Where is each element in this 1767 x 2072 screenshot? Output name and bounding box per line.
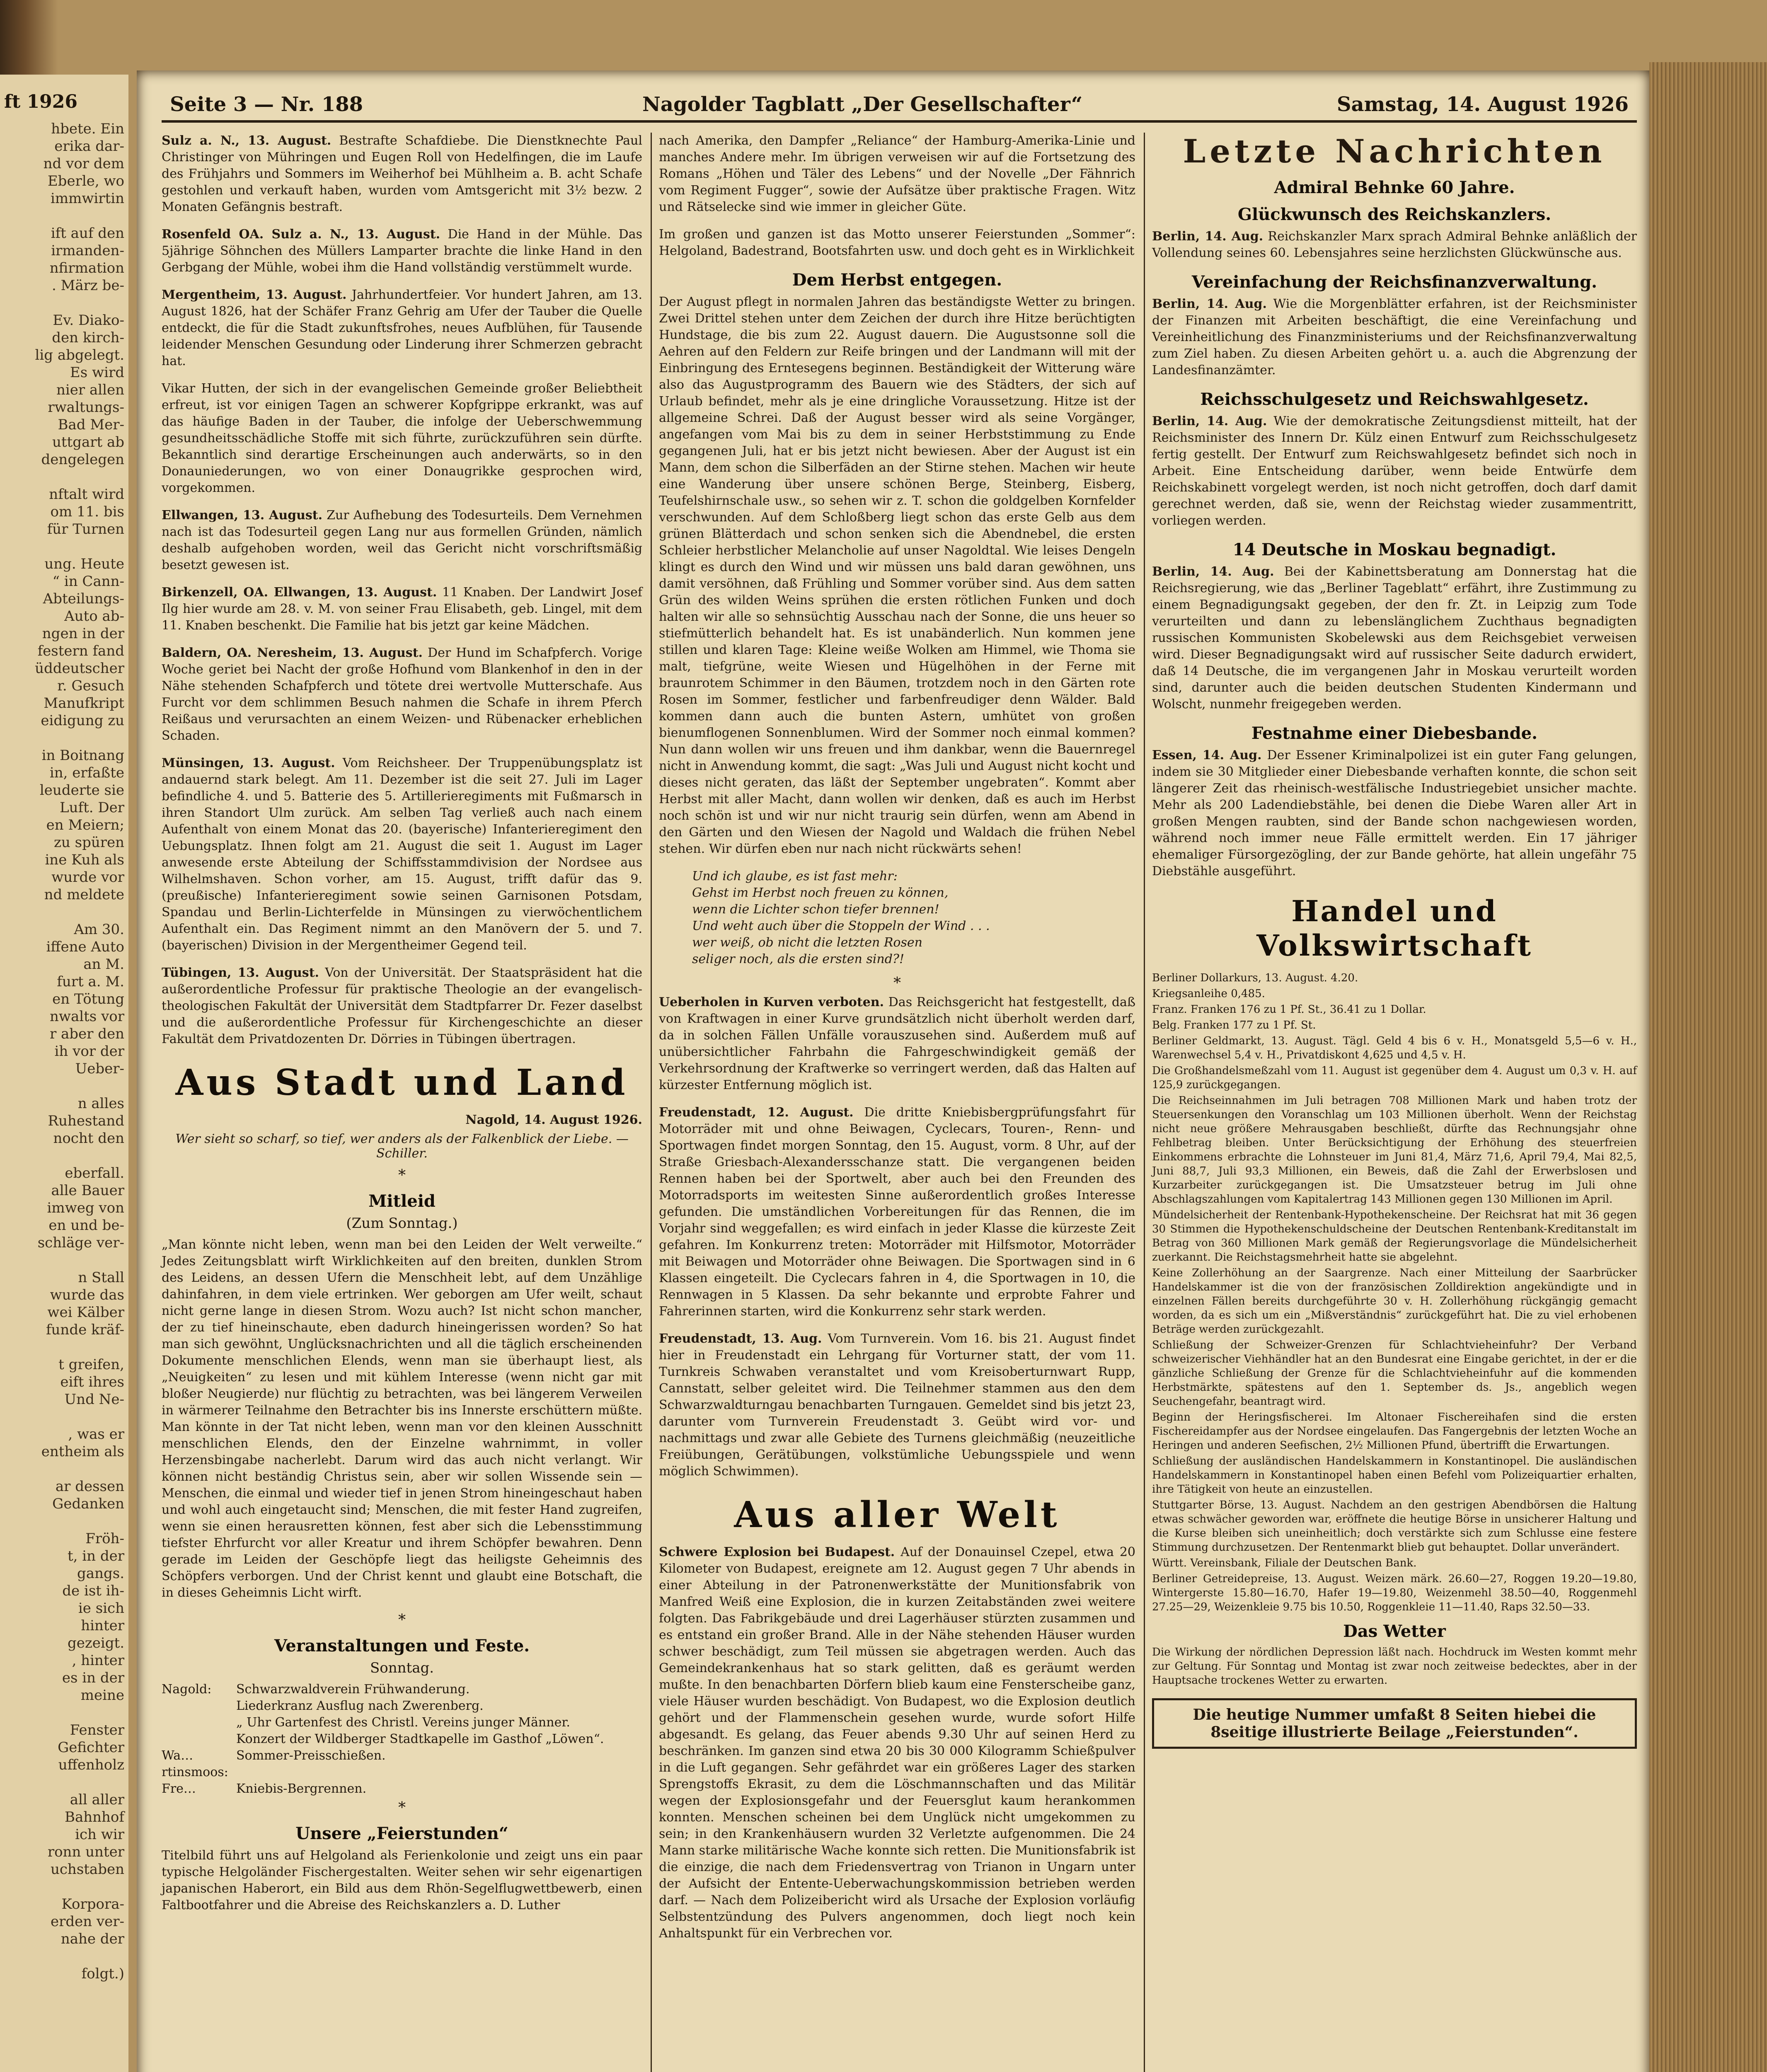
news-text: Reichskanzler Marx sprach Admiral Behnke anläßlich der Vollendung seines 60. Lebensjahres seine herzlichsten Glückwünsche aus. xyxy=(1152,229,1637,260)
article xyxy=(659,1104,1135,1320)
column-rule xyxy=(1144,133,1145,2072)
news-text: Wie der demokratische Zeitungsdienst mitteilt, hat der Reichsminister des Innern Dr. Külz einen Entwurf zum Reichsschulgesetz fertig gestellt. Der Entwurf zum Reichswahlgesetz befindet sich noch in Arbeit. Eine Entscheidung darüber, wenn beide Entwürfe dem Reichskabinett vorgelegt werden, ist noch nicht getroffen, doch darf damit gerechnet werden, daß sie, wenn der Reichstag wieder zusammentritt, vorliegen werden. xyxy=(1152,414,1637,528)
wetter-title: Das Wetter xyxy=(1343,1622,1446,1641)
article-text: Der Hund im Schafpferch. Vorige Woche geriet bei Nacht der große Hofhund vom Blankenhof in den in der Nähe stehenden Schafpferch und tötete drei wertvolle Mutterschafe. Aus Furcht vor dem schlimmen Besuch nahmen die Schafe in ihrem Pferch Reißaus und verursachten an einem Weizen- und Rübenacker erheblichen Schaden. xyxy=(162,646,642,743)
news-headline: Reichsschulgesetz und Reichswahlgesetz. xyxy=(1200,390,1589,409)
explosion-article xyxy=(659,1544,1135,1942)
issue-date: Samstag, 14. August 1926 xyxy=(1336,93,1629,116)
article-dateline: Freudenstadt, 12. August. xyxy=(659,1105,854,1120)
wetter-text: Die Wirkung der nördlichen Depression läßt nach. Hochdruck im Westen kommt mehr zur Geltung. Für Sonntag und Montag ist zwar noch zeitweise bedecktes, aber in der Hauptsache trockenes Wetter zu erwarten. xyxy=(1152,1646,1637,1687)
event-place xyxy=(162,1731,236,1748)
article xyxy=(162,755,642,954)
news-headline: Festnahme einer Diebesbande. xyxy=(1251,724,1538,743)
separator-star: * xyxy=(893,975,901,992)
herbst-poem: Und ich glaube, es ist fast mehr: Gehst im Herbst noch freuen zu können, wenn die Lichter schon tiefer brennen! Und weht auch über die Stoppeln der Wind . . . wer weiß, ob nicht die letzten Rosen seliger noch, als die ersten sind?! xyxy=(692,869,990,966)
market-item: Württ. Vereinsbank, Filiale der Deutschen Bank. xyxy=(1152,1557,1417,1569)
article-dateline: Baldern, OA. Neresheim, 13. August. xyxy=(162,646,423,660)
event-place xyxy=(162,1714,236,1731)
section-title-stadt-und-land: Aus Stadt und Land xyxy=(175,1062,629,1104)
event-text: Liederkranz Ausflug nach Zwerenberg. xyxy=(236,1699,484,1713)
nagold-dateline: Nagold, 14. August 1926. xyxy=(465,1113,642,1127)
letzte-nachrichten-title: Letzte Nachrichten xyxy=(1183,133,1606,170)
article-text: Von der Universität. Der Staatspräsident hat die außerordentliche Professur für praktische Theologie an der evangelisch-theologischen Fakultät der Universität dem Stadtpfarrer Dr. Fezer daselbst und die außerordentliche Professur für Kirchengeschichte an dieser Fakultät dem Privatdozenten Dr. Dörries in Tübingen übertragen. xyxy=(162,966,642,1046)
market-item: Mündelsicherheit der Rentenbank-Hypothekenscheine. Der Reichsrat hat mit 36 gegen 30 Stimmen die Hypothekenschuldscheine der Deutschen Rentenbank-Kreditanstalt im Betrag von 360 Millionen Mark gemäß der Regierungsvorlage die Mündelsicherheit zuerkannt. Die Reichstagsmehrheit hatte sie abgelehnt. xyxy=(1152,1209,1637,1264)
newspaper-title: Nagolder Tagblatt „Der Gesellschafter“ xyxy=(642,93,1083,116)
events-subtitle: Sonntag. xyxy=(370,1660,434,1676)
column-3 xyxy=(1152,133,1637,1749)
feierstunden-title: Unsere „Feierstunden“ xyxy=(295,1824,508,1843)
news-headline: Admiral Behnke 60 Jahre. xyxy=(1274,178,1515,197)
article xyxy=(659,994,1135,1094)
separator-star: * xyxy=(398,1612,406,1629)
market-item: Berliner Dollarkurs, 13. August. 4.20. xyxy=(1152,972,1358,984)
article-dateline: Ellwangen, 13. August. xyxy=(162,508,323,523)
article-text: Die dritte Kniebisbergprüfungsfahrt für Motorräder mit und ohne Beiwagen, Cyclecars, Touren-, Renn- und Sportwagen findet morgen Sonntag, den 15. August, vorm. 8 Uhr, auf der Straße Griesbach-Alexandersschanze statt. Die vergangenen beiden Rennen haben bei der Sportwelt, aber auch bei den Freunden des Motorradsports im weitesten Sinne außerordentlich großes Interesse gefunden. Die umständlichen Vorbereitungen für das Rennen, die im Vorjahr sind weggefallen; es wird einfach in jeder Klasse die kürzeste Zeit gefahren. Im Konkurrenz treten: Motorräder mit Hilfsmotor, Motorräder mit Beiwagen und Motorräder ohne Beiwagen. Die Sportwagen sind in 6 Klassen eingeteilt. Die Cyclecars fahren in 4, die Sportwagen in 10, die Rennwagen in 5 Klassen. Da sehr bekannte und erprobte Fahrer und Fahrerinnen starten, wird die Konkurrenz sehr stark werden. xyxy=(659,1105,1135,1319)
event-row xyxy=(162,1681,642,1698)
event-text: „ Uhr Gartenfest des Christl. Vereins junger Männer. xyxy=(236,1715,570,1730)
market-item: Berliner Geldmarkt, 13. August. Tägl. Geld 4 bis 6 v. H., Monatsgeld 5,5—6 v. H., Warenwechsel 5,4 v. H., Privatdiskont 4,625 und 4,5 v. H. xyxy=(1152,1035,1637,1061)
market-item: Franz. Franken 176 zu 1 Pf. St., 36.41 zu 1 Dollar. xyxy=(1152,1003,1426,1016)
article-dateline: Freudenstadt, 13. Aug. xyxy=(659,1331,822,1346)
market-item: Keine Zollerhöhung an der Saargrenze. Nach einer Mitteilung der Saarbrücker Handelskammer ist die von der französischen Zolldirektion angekündigte und in einzelnen Fällen bereits durchgeführte 30 v. H. Zollerhöhung rückgängig gemacht worden, da es sich um ein „Mißverständnis“ zurückgeführt hat. Die zu viel erhobenen Beträge werden zurückgezahlt. xyxy=(1152,1267,1637,1336)
event-place: Nagold: xyxy=(162,1682,212,1697)
article-text: Bestrafte Schafdiebe. Die Dienstknechte Paul Christinger von Mühringen und Eugen Roll von Hedelfingen, die im Laufe des Frühjahrs und Sommers im Weiherhof bei Mühlheim a. B. acht Schafe gestohlen und verkauft haben, wurden vom Amtsgericht mit 3½ bezw. 2 Monaten Gefängnis bestraft. xyxy=(162,133,642,214)
feierstunden-continued: nach Amerika, den Dampfer „Reliance“ der Hamburg-Amerika-Linie und manches Andere mehr. Im übrigen verweisen wir auf die Fortsetzung des Romans „Höhen und Täler des Lebens“ und der Novelle „Der Fähnrich vom Regiment Fugger“, sowie der Aufsätze über praktische Fragen. Witz und Rätselecke sind wie immer in gleicher Güte. xyxy=(659,133,1135,214)
feierstunden-text: Titelbild führt uns auf Helgoland als Ferienkolonie und zeigt uns ein paar typische Helgoländer Fischergestalten. Weiter sehen wir sehr eigenartigen japanischen Haberort, ein Bild aus dem Rhön-Segelflugwettbewerb, einen Faltbootfahrer und die Abreise des Reichskanzlers a. D. Luther xyxy=(162,1848,642,1912)
column-1-articles xyxy=(162,133,642,1048)
event-text: Konzert der Wildberger Stadtkapelle im Gasthof „Löwen“. xyxy=(236,1732,604,1746)
column-rule xyxy=(651,133,652,2072)
article-text: Vom Turnverein. Vom 16. bis 21. August findet hier in Freudenstadt ein Lehrgang für Vorturner statt, der vom 11. Turnkreis Schwaben veranstaltet und vom Kreisoberturnwart Rupp, Cannstatt, selber geleitet wird. Die Teilnehmer stammen aus den dem Schwarzwaldturngau benachbarten Turngauen. Gemeldet sind bis jetzt 23, darunter vom Turnverein Freudenstadt 3. Geübt wird vor- und nachmittags und zwar alle Gebiete des Turnens gleichmäßig (neuzeitliche Freiübungen, Gerätübungen, volkstümliche Uebungsspiele und wenn möglich Schwimmen). xyxy=(659,1331,1136,1479)
column-2-articles xyxy=(659,994,1135,1480)
article-text: Vikar Hutten, der sich in der evangelischen Gemeinde großer Beliebtheit erfreut, ist vor einigen Tagen an schwerer Kopfgrippe erkrankt, was auf das häufige Baden in der Tauber, die infolge der Ueberschwemmung gesundheitsschädliche Stoffe mit sich führte, zurückzuführen sein dürfte. Bekanntlich sind derartige Erscheinungen auch anderwärts, so in den Donauniederungen, wo von einer Donaugrikke gesprochen wird, vorgekommen. xyxy=(162,381,642,495)
news-article xyxy=(1152,747,1637,880)
market-item: Berliner Getreidepreise, 13. August. Weizen märk. 26.60—27, Roggen 19.20—19.80, Wintergerste 15.80—16.70, Hafer 19—19.80, Weizenmehl 38.50—40, Roggenmehl 27.25—29, Weizenkleie 9.75 bis 10.50, Roggenkleie 11—11.40, Raps 32.50—33. xyxy=(1152,1573,1637,1613)
previous-page-text: hbete. Ein erika dar- nd vor dem Eberle, wo immwirtin ift auf den irmanden- nfirmation . März be- Ev. Diako- den kirch- lig abgelegt. Es wird nier allen rwaltungs- Bad Mer- uttgart ab dengelegen nftalt wird om 11. bis für Turnen ung. Heute “ in Cann- Abteilungs- Auto ab- ngen in der festern fand üddeutscher r. Gesuch Manufkript eidigung zu in Boitnang in, erfaßte leuderte sie Luft. Der en Meiern; zu spüren ine Kuh als wurde vor nd meldete Am 30. iffene Auto an M. furt a. M. en Tötung nwalts vor r aber den ih vor der Ueber- n alles Ruhestand nocht den eberfall. alle Bauer imweg von en und be- schläge ver- n Stall wurde das wei Kälber funde kräf- t greifen, eift ihres Und Ne- , was er entheim als ar dessen Gedanken Fröh- t, in der gangs. de ist ih- ie sich hinter gezeigt. , hinter es in der meine Fenster Gefichter uffenholz all aller Bahnhof ich wir ronn unter uchstaben Korpora- erden ver- nahe der folgt.) xyxy=(35,121,124,1982)
page-number: Seite 3 — Nr. 188 xyxy=(170,93,363,116)
handel-list xyxy=(1152,971,1637,1614)
article xyxy=(162,584,642,634)
market-item: Die Reichseinnahmen im Juli betragen 708 Millionen Mark und haben trotz der Steuersenkungen den Voranschlag um 103 Millionen überholt. Wenn der Reichstag nicht neue größere Mehrausgaben beschließt, dürfte das Rechnungsjahr ohne Fehlbetrag bleiben. Unter Berücksichtigung der Erhöhung des steuerfreien Einkommens erbrachte die Lohnsteuer im Juni 81,4, März 71,6, April 79,4, Mai 82,5, Juni 88,7, Juli 93,3 Millionen, ein Beweis, daß die Zahl der Erwerbslosen und Kurzarbeiter zurückgegangen ist. Die Umsatzsteuer betrug im Juli ohne Abschlagszahlungen vom Kapitalertrag 143 Millionen gegen 130 Millionen im April. xyxy=(1152,1094,1637,1205)
article-text: Vom Reichsheer. Der Truppenübungsplatz ist andauernd stark belegt. Am 11. Dezember ist die seit 27. Juli im Lager befindliche 4. und 5. Batterie des 5. Artillerieregiments mit Fußmarsch in ihren Standort Ulm zurück. Am selben Tag verließ auch nach einem Aufenthalt von einem Monat das 20. (bayerische) Infanterieregiment den Uebungsplatz. Ihnen folgt am 21. August die seit 1. August im Lager anwesende erste Abteilung der Schiffsstammdivision der Nordsee aus Wilhelmshaven. Schon vorher, am 15. August, trifft dafür das 9. (preußische) Infanterieregiment sowie seinen Garnisonen Potsdam, Spandau und Berlin-Lichterfelde in Münsingen zu vierwöchentlichem Aufenthalt ein. Das Regiment nimmt an den Manövern der 5. und 7. (bayerischen) Division in der Mergentheimer Gegend teil. xyxy=(162,756,642,953)
events-title: Veranstaltungen und Feste. xyxy=(274,1636,530,1656)
previous-page-margin xyxy=(0,75,128,2072)
article-dateline: Birkenzell, OA. Ellwangen, 13. August. xyxy=(162,585,437,600)
article-dateline: Mergentheim, 13. August. xyxy=(162,288,347,302)
event-place: Wa… rtinsmoos: xyxy=(162,1748,228,1779)
event-row xyxy=(162,1748,642,1781)
article-text: Jahrhundertfeier. Vor hundert Jahren, am 13. August 1826, hat der Schäfer Franz Gehrig am Ufer der Tauber die Quelle entdeckt, die für die Stadt zukunftsfrohes, neues Aufblühen, für Tausende leidender Menschen Gesundung oder Linderung ihrer Schmerzen gebracht hat. xyxy=(162,288,642,368)
event-text: Kniebis-Bergrennen. xyxy=(236,1782,367,1796)
news-text: Wie die Morgenblätter erfahren, ist der Reichsminister der Finanzen mit Arbeiten beschäftigt, die eine Vereinfachung und Vereinheitlichung des Finanzministeriums und der Reichsfinanzverwaltung zum Ziel haben. Zu diesen Arbeiten gehört u. a. auch die Abgrenzung der Landesfinanzämter. xyxy=(1152,297,1637,378)
market-item: Belg. Franken 177 zu 1 Pf. St. xyxy=(1152,1019,1316,1031)
news-article xyxy=(1152,564,1637,713)
article-text: Das Reichsgericht hat festgestellt, daß von Kraftwagen in einer Kurve grundsätzlich nicht überholt werden darf, da in solchen Fällen Unfälle vorauszusehen sind. Außerdem muß auf unübersichtlicher Fahrbahn die Fahrgeschwindigkeit gemäß der Verkehrsordnung der Kraftwerke so verringert werden, daß das Halten auf kürzester Entfernung möglich ist. xyxy=(659,995,1135,1092)
news-article xyxy=(1152,296,1637,379)
news-dateline: Essen, 14. Aug. xyxy=(1152,748,1262,762)
article xyxy=(162,965,642,1048)
market-item: Stuttgarter Börse, 13. August. Nachdem an den gestrigen Abendbörsen die Haltung etwas schwächer geworden war, eröffnete die heutige Börse in unsicherer Haltung und die Kurse bleiben sich uneinheitlich; doch verstärkte sich zum Schlusse eine festere Stimmung durchzusetzen. Der Rentenmarkt blieb gut behauptet. Dollar unverändert. xyxy=(1152,1499,1637,1554)
explosion-headline: Schwere Explosion bei Budapest. xyxy=(659,1545,895,1559)
event-row xyxy=(162,1714,642,1731)
mitleid-subtitle: (Zum Sonntag.) xyxy=(346,1215,458,1232)
news-article xyxy=(1152,413,1637,529)
event-row xyxy=(162,1731,642,1748)
event-place: Fre… xyxy=(162,1782,196,1796)
event-text: Schwarzwaldverein Frühwanderung. xyxy=(236,1682,470,1697)
article-dateline: Sulz a. N., 13. August. xyxy=(162,133,332,148)
news-dateline: Berlin, 14. Aug. xyxy=(1152,414,1267,428)
news-dateline: Berlin, 14. Aug. xyxy=(1152,297,1267,311)
news-headline: Vereinfachung der Reichsfinanzverwaltung. xyxy=(1191,272,1598,292)
article xyxy=(162,507,642,574)
event-text: Sommer-Preisschießen. xyxy=(236,1748,386,1763)
column-1 xyxy=(162,133,642,1924)
letzte-nachrichten-articles xyxy=(1152,178,1637,880)
news-text: Bei der Kabinettsberatung am Donnerstag hat die Reichsregierung, wie das „Berliner Tageblatt“ erfährt, ihre Zustimmung zu einem Begnadigungsakt gegeben, der den fr. Zt. in Leipzig zum Tode verurteilten und dann zu lebenslänglichem Zuchthaus begnadigten russischen Kommunisten Skobelewski aus dem Reichsgebiet verweisen wird. Dieser Begnadigungsakt wird auf russischer Seite dadurch erwidert, daß 14 Deutsche, die im vergangenen Jahr in Moskau verurteilt worden sind, darunter auch die beiden deutschen Studenten Kindermann und Wolscht, nunmehr freigegeben werden. xyxy=(1152,564,1637,712)
mitleid-text: „Man könnte nicht leben, wenn man bei den Leiden der Welt verweilte.“ Jedes Zeitungsblatt wirft Wirklichkeiten auf den breiten, dunklen Strom des Leidens, an dessen Ufern die Menschheit lebt, auf dem Unzählige dahinfahren, in dem viele ertrinken. Wer geborgen am Ufer weilt, schaut nicht gerne lange in diesen Strom. Wozu auch? Ist nicht schon mancher, der zu tief hineinschaute, eben dadurch hineingerissen worden? So hat man sich gewöhnt, Unglücksnachrichten und all die täglich erscheinenden Dokumente menschlichen Elends, wenn man sie überhaupt liest, als „Neuigkeiten“ zu lesen und mit kühlem Interesse (wenn nicht gar mit bloßer Neugierde) nur flüchtig zu betrachten, was bei längerem Verweilen in wärmerer Teilnahme den Betrachter bis ins Innerste erschüttern müßte. Man könnte in der Tat nicht leben, wenn man vor den kleinen Ausschnitt menschlichen Elends, den der Einzelne wahrnimmt, in voller Herzensbingabe nacherlebt. Darum wird das auch nicht verlangt. Wir können nicht beständig Christus sein, aber wir sollen Wissende sein — Menschen, die einmal und wieder tief in jenen Strom hineingeschaut haben und wohl auch eingetaucht sind; Menschen, die mit fester Hand zugreifen, wenn sie einen herausretten können, fest aber sich die Lebensstimmung tiefster Ehrfurcht vor aller Kreatur und ihrem Schöpfer bewahren. Denn gerade im Leiden der Geschöpfe liegt das heiligste Geheimnis des Schöpfers verborgen. Und der Christ kennt und glaubt eine Botschaft, die in dieses Geheimnis Licht wirft. xyxy=(162,1237,642,1600)
herbst-title: Dem Herbst entgegen. xyxy=(792,270,1002,290)
article xyxy=(659,1331,1135,1480)
article-dateline: Tübingen, 13. August. xyxy=(162,966,319,980)
running-head xyxy=(162,87,1637,123)
market-item: Schließung der Schweizer-Grenzen für Schlachtvieheinfuhr? Der Verband schweizerischer Viehhändler hat an den Bundesrat eine Eingabe gerichtet, in der er die gänzliche Schließung der Grenze für die Schlachtvieheinfuhr auf die kommenden Herbstmärkte, spätestens auf den 1. September ds. Js., angeblich wegen Seuchengefahr, beantragt wird. xyxy=(1152,1339,1637,1408)
article xyxy=(162,380,642,496)
market-item: Die Großhandelsmeßzahl vom 11. August ist gegenüber dem 4. August um 0,3 v. H. auf 125,9 zurückgegangen. xyxy=(1152,1065,1637,1091)
event-place xyxy=(162,1698,236,1714)
article xyxy=(162,645,642,744)
news-article xyxy=(1152,228,1637,261)
article-dateline: Münsingen, 13. August. xyxy=(162,756,335,770)
separator-star: * xyxy=(398,1799,406,1816)
news-subheadline: Glückwunsch des Reichskanzlers. xyxy=(1237,205,1552,224)
article-dateline: Rosenfeld OA. Sulz a. N., 13. August. xyxy=(162,227,441,242)
article-text: Zur Aufhebung des Todesurteils. Dem Vernehmen nach ist das Todesurteil gegen Lang nur aus formellen Gründen, nämlich deshalb aufgehoben worden, weil das Gericht nicht vorschriftsmäßig besetzt gewesen ist. xyxy=(162,508,642,572)
article xyxy=(162,287,642,370)
article xyxy=(162,226,642,276)
section-title-aller-welt: Aus aller Welt xyxy=(734,1494,1060,1536)
market-item: Kriegsanleihe 0,485. xyxy=(1152,988,1265,1000)
news-text: Der Essener Kriminalpolizei ist ein guter Fang gelungen, indem sie 30 Mitglieder einer Diebesbande verhaften konnte, die schon seit längerer Zeit das rheinisch-westfälische Industriegebiet unsicher machte. Mehr als 200 Ladendiebstähle, bei denen die Diebe Waren aller Art in großen Mengen raubten, sind der Bande schon nachgewiesen worden, während noch immer neue Fälle ermittelt werden. Ein 17 jähriger ehemaliger Fürsorgezögling, der zur Bande gehörte, hat allein ungefähr 75 Diebstähle ausgeführt. xyxy=(1152,748,1637,879)
market-item: Beginn der Heringsfischerei. Im Altonaer Fischereihafen sind die ersten Fischereidampfer aus der Nordsee eingelaufen. Das Fangergebnis der letzten Woche an Heringen und anderen Seefischen, 2½ Millionen Pfund, übertrifft die Erwartungen. xyxy=(1152,1411,1637,1452)
previous-page-header: ft 1926 xyxy=(4,91,78,112)
mitleid-title: Mitleid xyxy=(368,1191,436,1211)
event-row xyxy=(162,1698,642,1714)
herbst-text: Der August pflegt in normalen Jahren das beständigste Wetter zu bringen. Zwei Drittel stehen unter dem Zeichen der durch ihre Hitze berüchtigten Hundstage, die bis zum 22. August dauern. Die Augustsonne soll die Aehren auf den Feldern zur Reife bringen und der Landmann will mit der Einbringung des Erntesegens beginnen. Beständigkeit der Witterung wäre also das Augustprogramm des Bauern wie des Städters, der sich auf Urlaub befindet, mehr als je eine dringliche Voraussetzung. Hitze ist der allgemeine Schrei. Daß der August besser wird als seine Vorgänger, angefangen vom Mai bis zu dem in seiner Herbststimmung zu Ende gegangenen Juli, hat er bis jetzt nicht bewiesen. Aber der August ist ein Mann, dem schon die Silberfäden an der Stirne stehen. Machen wir heute eine Wanderung über unsere schönen Berge, Steinberg, Eisberg, Teufelshirnschale usw., so sehen wir z. T. schon die goldgelben Kornfelder verschwunden. Auf dem Schloßberg liegt schon das erste Gelb aus dem grünen Blätterdach und schon senken sich die Abendnebel, die ersten Schleier herbstlicher Melancholie auf unser Nagoldtal. Wie leises Dengeln klingt es durch den Wind und wir müssen uns bald daran gewöhnen, uns damit versöhnen, daß Frühling und Sommer vorüber sind. Aus dem satten Grün des wilden Weins sprühen die ersten rötlichen Funken und doch halten wir alle so sehnsüchtig Ausschau nach der Sonne, die uns heuer so stiefmütterlich behandelt hat. Es ist unabänderlich. Nun kommen jene stillen und klaren Tage: Kleine weiße Wolken am Himmel, wie Thoma sie malt, tiefgrüne, weite Wiesen und Hügelhöhen in der Ferne mit braunrotem Schimmer in den Bäumen, trotzdem noch in den Gärten rote Rosen im Sommer, festlicher und farbenfreudiger denn Wälder. Bald kommen dann auch die bunten Astern, umhütet von großen bienumflogenen Sonnenblumen. Wird der Sommer noch einmal kommen? Nun dann wollen wir uns freuen und ihm dankbar, wenn die Bauernregel nicht in Anwendung kommt, die sagt: „Was Juli und August nicht kocht und dieses nicht geraten, das läßt der September ungebraten“. Kommt aber Herbst mit aller Macht, dann wollen wir denken, daß es auch im Herbst noch schön ist und wir nur nicht traurig sein dürfen, wenn am Abend in den Gärten und den Wiesen der Nagold und Waldach die frühen Nebel stehen. Wir dürfen eben nur nach nicht rückwärts sehen! xyxy=(659,295,1135,856)
newspaper-page xyxy=(137,70,1649,2072)
news-dateline: Berlin, 14. Aug. xyxy=(1152,229,1264,244)
article-text: Die Hand in der Mühle. Das 5jährige Söhnchen des Müllers Lamparter brachte die linke Hand in den Gerbgang der Mühle, wobei ihm die Hand vollständig verstümmelt wurde. xyxy=(162,227,642,275)
separator-star: * xyxy=(398,1167,406,1184)
article xyxy=(162,133,642,215)
column-2 xyxy=(659,133,1135,1953)
article-text: 11 Knaben. Der Landwirt Josef Ilg hier wurde am 28. v. M. von seiner Frau Elisabeth, geb. Lingel, mit dem 11. Knaben beschenkt. Die Familie hat bis jetzt gar keine Mädchen. xyxy=(162,585,642,633)
news-headline: 14 Deutsche in Moskau begnadigt. xyxy=(1232,540,1556,559)
motto: Wer sieht so scharf, so tief, wer anders als der Falkenblick der Liebe. — Schiller. xyxy=(175,1132,629,1161)
explosion-text: Auf der Donauinsel Czepel, etwa 20 Kilometer von Budapest, ereignete am 12. August gegen 7 Uhr abends in einer Abteilung in der Patronenwerkstätte der Munitionsfabrik von Manfred Weiß eine Explosion, die in kurzen Zeitabständen zwei weitere folgten. Das Fabrikgebäude und drei Lagerhäuser stürzten zusammen und es entstand ein großer Brand. Alle in der Nähe stehenden Häuser wurden schwer beschädigt, zum Teil müssen sie abgetragen werden. Auch das Gemeindekrankenhaus hat so stark gelitten, daß es geräumt werden mußte. In den benachbarten Dörfern blieb kaum eine Fensterscheibe ganz, viele Häuser wurden beschädigt. Von Budapest, wo die Explosion deutlich gehört und der Flammenschein gesehen wurde, wurde sofort Hilfe abgesandt. Es gelang, das Feuer abends 9.30 Uhr auf seinen Herd zu beschränken. Im ganzen sind etwa 20 bis 30 000 Kilogramm Schießpulver in die Luft gegangen. Sehr gefährdet war ein größeres Lager des starken Sprengstoffs Ekrasit, zu dem die Löschmannschaften und das Militär wegen der Explosionsgefahr und der Feuersglut kaum herankommen konnten. Menschen scheinen bei dem Unglück nicht umgekommen zu sein; in den Krankenhäusern wurden 32 Verletzte aufgenommen. Die 24 Mann starke militärische Wache konnte sich retten. Die Munitionsfabrik ist die einzige, die nach dem Friedensvertrag von Trianon in Ungarn unter der Aufsicht der Entente-Ueberwachungskommission betrieben werden darf. — Nach dem Polizeibericht wird als Ursache der Explosion vorläufig Selbstentzündung des Pulvers angenommen, doch liegt noch kein Anhaltspunkt für ein Verbrechen vor. xyxy=(659,1545,1136,1941)
article-dateline: Ueberholen in Kurven verboten. xyxy=(659,995,884,1009)
event-row xyxy=(162,1781,642,1797)
market-item: Schließung der ausländischen Handelskammern in Konstantinopel. Die ausländischen Handelskammern in Konstantinopel haben einen Befehl vom Polizeiquartier erhalten, ihre Tätigkeit von heute an einzustellen. xyxy=(1152,1455,1637,1496)
events-list xyxy=(162,1681,642,1797)
issue-notice-box: Die heutige Nummer umfaßt 8 Seiten hiebei die 8seitige illustrierte Beilage „Feierstunden“. xyxy=(1152,1698,1637,1749)
feierstunden-motto: Im großen und ganzen ist das Motto unserer Feierstunden „Sommer“: Helgoland, Badestrand, Bootsfahrten usw. und doch geht es in Wirklichkeit xyxy=(659,227,1135,258)
page-edges xyxy=(1649,62,1767,2072)
handel-title: Handel und Volkswirtschaft xyxy=(1256,894,1532,963)
news-dateline: Berlin, 14. Aug. xyxy=(1152,564,1274,579)
